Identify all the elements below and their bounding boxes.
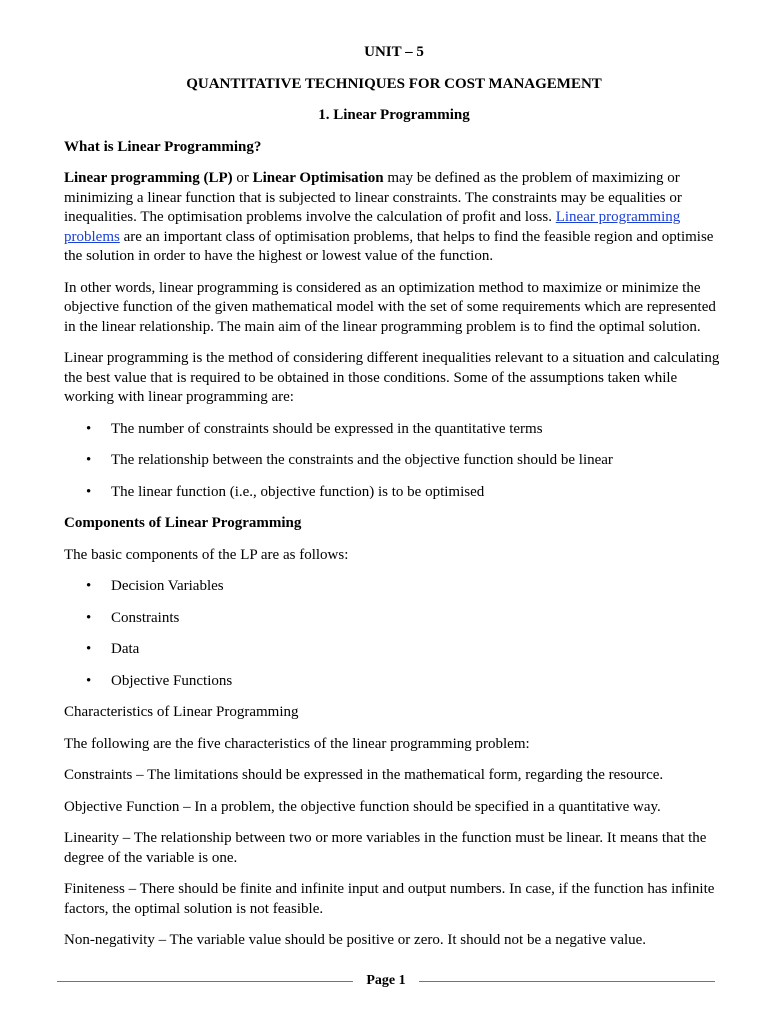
definition-paragraph [64, 169, 724, 267]
page-number: Page 1 [366, 973, 406, 988]
components-heading: Components of Linear Programming [64, 515, 302, 531]
in-other-words-paragraph: In other words, linear programming is considered as an optimization method to maximize or minimize the objective function of the given mathematical model with the set of some requirements which are represented in the linear relationship. The main aim of the linear programming problem is to find the optimal solution. [64, 279, 716, 335]
components-list [64, 577, 724, 691]
characteristic-non-negativity: Non-negativity – The variable value should be positive or zero. It should not be a negative value. [64, 932, 647, 948]
list-item: • Decision Variables [64, 577, 724, 597]
characteristic-finiteness: Finiteness – There should be finite and infinite input and output numbers. In case, if the function has infinite factors, the optimal solution is not feasible. [64, 881, 715, 917]
term-lo: Linear Optimisation [252, 170, 384, 186]
list-item: • Data [64, 640, 724, 660]
list-item: • The number of constraints should be expressed in the quantitative terms [64, 420, 724, 440]
characteristic-constraints: Constraints – The limitations should be expressed in the mathematical form, regarding the resource. [64, 767, 664, 783]
page-content [64, 43, 724, 963]
characteristics-intro: The following are the five characteristics of the linear programming problem: [64, 735, 530, 752]
assumptions-list [64, 420, 724, 503]
document-title: QUANTITATIVE TECHNIQUES FOR COST MANAGEMENT [186, 75, 602, 92]
footer-rule-left [57, 981, 353, 982]
list-item: • The linear function (i.e., objective function) is to be optimised [64, 483, 724, 503]
list-item: • The relationship between the constraints and the objective function should be linear [64, 451, 724, 471]
list-item: • Objective Functions [64, 672, 724, 692]
method-paragraph: Linear programming is the method of considering different inequalities relevant to a situation and calculating the best value that is required to be obtained in those conditions. Some of the assumptions taken while working with linear programming are: [64, 350, 720, 405]
definition-text-2: are an important class of optimisation problems, that helps to find the feasible region and optimise the solution in order to have the highest or lowest value of the function. [64, 228, 714, 264]
definition-text-1: may be defined as the problem of maximizing or minimizing a linear function that is subjected to linear constraints. The constraints may be equalities or inequalities. The optimisation problems involve the calculation of profit and loss. [64, 170, 682, 225]
term-or: or [232, 170, 253, 186]
lp-problems-link[interactable]: Linear programming problems [64, 209, 681, 245]
components-intro: The basic components of the LP are as follows: [64, 546, 349, 563]
characteristic-objective: Objective Function – In a problem, the objective function should be specified in a quantitative way. [64, 798, 661, 815]
page-footer [57, 972, 715, 990]
unit-label: UNIT – 5 [364, 44, 424, 60]
characteristics-heading: Characteristics of Linear Programming [64, 704, 299, 720]
list-item: • Constraints [64, 609, 724, 629]
footer-rule-right [419, 981, 715, 982]
term-lp: Linear programming (LP) [64, 170, 233, 186]
section-title: 1. Linear Programming [318, 107, 470, 123]
characteristic-linearity: Linearity – The relationship between two or more variables in the function must be linear. It means that the degree of the variable is one. [64, 830, 707, 866]
what-is-heading: What is Linear Programming? [64, 138, 262, 155]
